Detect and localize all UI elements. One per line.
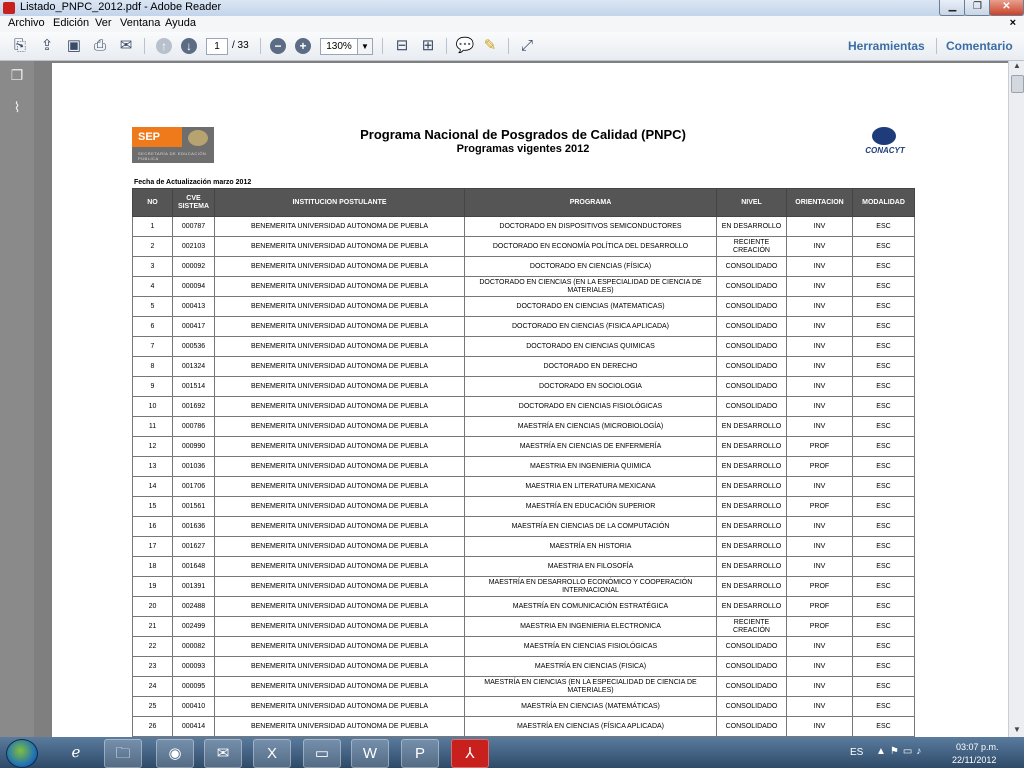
- cell-cve: 001648: [173, 557, 215, 577]
- outlook-icon[interactable]: ✉: [204, 739, 242, 768]
- cell-no: 18: [133, 557, 173, 577]
- cell-no: 26: [133, 717, 173, 737]
- cell-orientation: INV: [787, 697, 853, 717]
- close-window-button[interactable]: ✕: [989, 0, 1024, 16]
- cell-program: MAESTRÍA EN EDUCACIÓN SUPERIOR: [465, 497, 717, 517]
- cell-modality: ESC: [853, 557, 915, 577]
- header-program: PROGRAMA: [465, 189, 717, 217]
- cell-modality: ESC: [853, 677, 915, 697]
- scroll-up-icon[interactable]: ▲: [1013, 61, 1021, 70]
- cell-program: DOCTORADO EN CIENCIAS (FÍSICA): [465, 257, 717, 277]
- table-row: [133, 697, 915, 717]
- print-icon[interactable]: ⎙: [93, 37, 106, 54]
- cell-level: EN DESARROLLO: [717, 537, 787, 557]
- cell-institution: BENEMERITA UNIVERSIDAD AUTONOMA DE PUEBLA: [215, 397, 465, 417]
- cell-institution: BENEMERITA UNIVERSIDAD AUTONOMA DE PUEBLA: [215, 557, 465, 577]
- cell-no: 2: [133, 237, 173, 257]
- scroll-thumb[interactable]: [1011, 75, 1024, 93]
- email-icon[interactable]: ✉: [119, 37, 133, 54]
- page-thumbnails-icon[interactable]: ❐: [10, 67, 24, 83]
- create-pdf-icon[interactable]: ⎘: [13, 37, 26, 54]
- cell-program: MAESTRIA EN LITERATURA MEXICANA: [465, 477, 717, 497]
- cell-modality: ESC: [853, 377, 915, 397]
- navigation-pane: [0, 61, 34, 737]
- pdf-page: [52, 63, 1008, 737]
- cell-program: MAESTRÍA EN CIENCIAS (MICROBIOLOGÍA): [465, 417, 717, 437]
- cell-orientation: INV: [787, 337, 853, 357]
- cell-orientation: INV: [787, 357, 853, 377]
- cell-cve: 000092: [173, 257, 215, 277]
- cell-no: 3: [133, 257, 173, 277]
- cell-cve: 000095: [173, 677, 215, 697]
- document-title: Programa Nacional de Posgrados de Calidad (PNPC): [360, 127, 686, 142]
- cell-orientation: INV: [787, 477, 853, 497]
- cell-cve: 000536: [173, 337, 215, 357]
- cell-modality: ESC: [853, 317, 915, 337]
- cell-modality: ESC: [853, 517, 915, 537]
- cell-level: RECIENTE CREACIÓN: [717, 617, 787, 637]
- cell-cve: 001627: [173, 537, 215, 557]
- programs-table: [132, 188, 915, 737]
- windows-taskbar: [0, 737, 1024, 768]
- cell-orientation: INV: [787, 517, 853, 537]
- cell-modality: ESC: [853, 597, 915, 617]
- cell-cve: 001692: [173, 397, 215, 417]
- update-date: Fecha de Actualización marzo 2012: [134, 179, 252, 186]
- comment-note-icon[interactable]: 💬: [455, 37, 475, 54]
- table-row: [133, 497, 915, 517]
- cell-orientation: INV: [787, 297, 853, 317]
- cell-institution: BENEMERITA UNIVERSIDAD AUTONOMA DE PUEBLA: [215, 577, 465, 597]
- save-icon[interactable]: ▣: [66, 37, 82, 54]
- cell-no: 1: [133, 217, 173, 237]
- table-row: [133, 217, 915, 237]
- maximize-button[interactable]: ❐: [964, 0, 991, 16]
- cell-cve: 001514: [173, 377, 215, 397]
- file-explorer-icon[interactable]: 🗀: [104, 739, 142, 768]
- cell-modality: ESC: [853, 657, 915, 677]
- cell-cve: 002499: [173, 617, 215, 637]
- cell-level: EN DESARROLLO: [717, 477, 787, 497]
- cell-no: 21: [133, 617, 173, 637]
- cell-program: DOCTORADO EN CIENCIAS FISIOLÓGICAS: [465, 397, 717, 417]
- header-institution: INSTITUCION POSTULANTE: [215, 189, 465, 217]
- cell-cve: 001036: [173, 457, 215, 477]
- scroll-down-icon[interactable]: ▼: [1013, 725, 1021, 734]
- cell-level: CONSOLIDADO: [717, 697, 787, 717]
- table-row: [133, 277, 915, 297]
- cell-level: CONSOLIDADO: [717, 317, 787, 337]
- fit-page-icon[interactable]: ⊟: [395, 37, 409, 54]
- cell-level: EN DESARROLLO: [717, 457, 787, 477]
- header-modality: MODALIDAD: [853, 189, 915, 217]
- cell-program: DOCTORADO EN CIENCIAS (MATEMATICAS): [465, 297, 717, 317]
- cell-institution: BENEMERITA UNIVERSIDAD AUTONOMA DE PUEBLA: [215, 517, 465, 537]
- cell-level: EN DESARROLLO: [717, 217, 787, 237]
- cell-no: 4: [133, 277, 173, 297]
- document-viewport[interactable]: [34, 61, 1008, 737]
- cell-orientation: PROF: [787, 577, 853, 597]
- cell-level: CONSOLIDADO: [717, 657, 787, 677]
- cell-no: 24: [133, 677, 173, 697]
- vertical-scrollbar[interactable]: [1008, 61, 1024, 737]
- cell-cve: 001636: [173, 517, 215, 537]
- cell-orientation: INV: [787, 537, 853, 557]
- cell-no: 23: [133, 657, 173, 677]
- cell-modality: ESC: [853, 297, 915, 317]
- cell-cve: 000093: [173, 657, 215, 677]
- cell-program: MAESTRÍA EN CIENCIAS (FÍSICA APLICADA): [465, 717, 717, 737]
- cell-no: 22: [133, 637, 173, 657]
- excel-icon[interactable]: X: [253, 739, 291, 768]
- clock-date[interactable]: 22/11/2012: [952, 755, 997, 765]
- cell-level: CONSOLIDADO: [717, 717, 787, 737]
- cell-program: DOCTORADO EN CIENCIAS (EN LA ESPECIALIDAD DE CIENCIA DE MATERIALES): [465, 277, 717, 297]
- cell-program: DOCTORADO EN ECONOMÍA POLÍTICA DEL DESARROLLO: [465, 237, 717, 257]
- zoom-dropdown-icon[interactable]: ▼: [357, 38, 373, 55]
- cell-cve: 002103: [173, 237, 215, 257]
- document-subtitle: Programas vigentes 2012: [456, 143, 590, 155]
- page-number-input[interactable]: 1: [206, 38, 228, 55]
- table-row: [133, 637, 915, 657]
- cell-program: MAESTRÍA EN DESARROLLO ECONÓMICO Y COOPERACIÓN INTERNACIONAL: [465, 577, 717, 597]
- cell-orientation: INV: [787, 277, 853, 297]
- cell-program: DOCTORADO EN CIENCIAS (FISICA APLICADA): [465, 317, 717, 337]
- fit-width-icon[interactable]: ⊞: [421, 37, 435, 54]
- national-seal-icon: [188, 130, 208, 146]
- cell-cve: 000410: [173, 697, 215, 717]
- cell-program: MAESTRÍA EN CIENCIAS DE ENFERMERÍA: [465, 437, 717, 457]
- table-row: [133, 617, 915, 637]
- cell-modality: ESC: [853, 397, 915, 417]
- internet-explorer-icon[interactable]: ℯ: [71, 744, 81, 761]
- cell-institution: BENEMERITA UNIVERSIDAD AUTONOMA DE PUEBLA: [215, 357, 465, 377]
- window-title-bar[interactable]: [0, 0, 1024, 16]
- cell-cve: 000082: [173, 637, 215, 657]
- table-row: [133, 257, 915, 277]
- cell-no: 25: [133, 697, 173, 717]
- toolbar-separator: [382, 38, 383, 54]
- table-row: [133, 537, 915, 557]
- cell-orientation: INV: [787, 657, 853, 677]
- cell-modality: ESC: [853, 257, 915, 277]
- zoom-in-icon[interactable]: +: [295, 38, 311, 54]
- table-row: [133, 337, 915, 357]
- cell-modality: ESC: [853, 477, 915, 497]
- cell-no: 14: [133, 477, 173, 497]
- cell-level: EN DESARROLLO: [717, 497, 787, 517]
- page-total: / 33: [232, 40, 249, 51]
- cell-level: CONSOLIDADO: [717, 257, 787, 277]
- cell-institution: BENEMERITA UNIVERSIDAD AUTONOMA DE PUEBLA: [215, 377, 465, 397]
- cell-institution: BENEMERITA UNIVERSIDAD AUTONOMA DE PUEBLA: [215, 317, 465, 337]
- cell-level: RECIENTE CREACIÓN: [717, 237, 787, 257]
- cell-cve: 000990: [173, 437, 215, 457]
- minimize-button[interactable]: ▁: [939, 0, 966, 16]
- tools-button[interactable]: Herramientas: [848, 39, 925, 53]
- cell-cve: 001324: [173, 357, 215, 377]
- cell-no: 5: [133, 297, 173, 317]
- open-file-icon[interactable]: ⇪: [40, 37, 54, 54]
- cell-program: MAESTRÍA EN CIENCIAS (MATEMÁTICAS): [465, 697, 717, 717]
- cell-institution: BENEMERITA UNIVERSIDAD AUTONOMA DE PUEBLA: [215, 417, 465, 437]
- cell-cve: 001706: [173, 477, 215, 497]
- cell-no: 12: [133, 437, 173, 457]
- cell-institution: BENEMERITA UNIVERSIDAD AUTONOMA DE PUEBLA: [215, 537, 465, 557]
- toolbar-separator: [508, 38, 509, 54]
- table-row: [133, 457, 915, 477]
- cell-modality: ESC: [853, 537, 915, 557]
- cell-modality: ESC: [853, 217, 915, 237]
- zoom-level-field[interactable]: 130%: [320, 38, 358, 55]
- toolbar: [0, 32, 1024, 61]
- cell-no: 17: [133, 537, 173, 557]
- toolbar-separator: [260, 38, 261, 54]
- cell-orientation: INV: [787, 677, 853, 697]
- cell-program: MAESTRÍA EN CIENCIAS DE LA COMPUTACIÓN: [465, 517, 717, 537]
- cell-orientation: INV: [787, 637, 853, 657]
- cell-program: MAESTRÍA EN CIENCIAS FISIOLÓGICAS: [465, 637, 717, 657]
- menu-ver[interactable]: Ver: [95, 17, 112, 29]
- cell-no: 15: [133, 497, 173, 517]
- previous-page-icon[interactable]: ↑: [156, 38, 172, 54]
- cell-program: MAESTRIA EN FILOSOFÍA: [465, 557, 717, 577]
- cell-level: CONSOLIDADO: [717, 677, 787, 697]
- cell-institution: BENEMERITA UNIVERSIDAD AUTONOMA DE PUEBLA: [215, 337, 465, 357]
- cell-institution: BENEMERITA UNIVERSIDAD AUTONOMA DE PUEBLA: [215, 217, 465, 237]
- attachments-icon[interactable]: ⌇: [13, 99, 21, 115]
- adobe-reader-taskbar-icon[interactable]: ⅄: [451, 739, 489, 768]
- cell-no: 20: [133, 597, 173, 617]
- cell-modality: ESC: [853, 437, 915, 457]
- cell-level: CONSOLIDADO: [717, 277, 787, 297]
- cell-no: 10: [133, 397, 173, 417]
- cell-orientation: INV: [787, 317, 853, 337]
- cell-no: 6: [133, 317, 173, 337]
- cell-program: DOCTORADO EN SOCIOLOGIA: [465, 377, 717, 397]
- cell-no: 19: [133, 577, 173, 597]
- cell-institution: BENEMERITA UNIVERSIDAD AUTONOMA DE PUEBLA: [215, 717, 465, 737]
- cell-program: MAESTRÍA EN CIENCIAS (EN LA ESPECIALIDAD DE CIENCIA DE MATERIALES): [465, 677, 717, 697]
- cell-program: MAESTRÍA EN COMUNICACIÓN ESTRATÉGICA: [465, 597, 717, 617]
- cell-level: CONSOLIDADO: [717, 337, 787, 357]
- cell-orientation: PROF: [787, 457, 853, 477]
- cell-orientation: INV: [787, 417, 853, 437]
- cell-level: CONSOLIDADO: [717, 397, 787, 417]
- cell-institution: BENEMERITA UNIVERSIDAD AUTONOMA DE PUEBLA: [215, 697, 465, 717]
- zoom-out-icon[interactable]: −: [270, 38, 286, 54]
- cell-no: 13: [133, 457, 173, 477]
- cell-level: CONSOLIDADO: [717, 297, 787, 317]
- cell-orientation: PROF: [787, 497, 853, 517]
- cell-modality: ESC: [853, 717, 915, 737]
- cell-no: 11: [133, 417, 173, 437]
- cell-no: 16: [133, 517, 173, 537]
- cell-program: MAESTRÍA EN CIENCIAS (FISICA): [465, 657, 717, 677]
- cell-institution: BENEMERITA UNIVERSIDAD AUTONOMA DE PUEBLA: [215, 477, 465, 497]
- language-indicator[interactable]: ES: [850, 747, 864, 758]
- cell-orientation: INV: [787, 257, 853, 277]
- full-screen-icon[interactable]: ⤢: [520, 37, 533, 54]
- cell-institution: BENEMERITA UNIVERSIDAD AUTONOMA DE PUEBLA: [215, 277, 465, 297]
- toolbar-separator: [936, 38, 937, 54]
- table-row: [133, 297, 915, 317]
- cell-institution: BENEMERITA UNIVERSIDAD AUTONOMA DE PUEBLA: [215, 617, 465, 637]
- cell-orientation: PROF: [787, 597, 853, 617]
- table-row: [133, 417, 915, 437]
- cell-institution: BENEMERITA UNIVERSIDAD AUTONOMA DE PUEBLA: [215, 457, 465, 477]
- media-icon[interactable]: ▭: [303, 739, 341, 768]
- table-row: [133, 597, 915, 617]
- cell-cve: 001391: [173, 577, 215, 597]
- table-row: [133, 377, 915, 397]
- cell-cve: 000094: [173, 277, 215, 297]
- cell-no: 8: [133, 357, 173, 377]
- powerpoint-icon[interactable]: P: [401, 739, 439, 768]
- conacyt-globe-icon: [872, 127, 896, 145]
- cell-program: MAESTRIA EN INGENIERIA ELECTRONICA: [465, 617, 717, 637]
- cell-modality: ESC: [853, 637, 915, 657]
- cell-modality: ESC: [853, 417, 915, 437]
- cell-cve: 000786: [173, 417, 215, 437]
- cell-modality: ESC: [853, 337, 915, 357]
- cell-program: MAESTRIA EN INGENIERIA QUIMICA: [465, 457, 717, 477]
- cell-level: CONSOLIDADO: [717, 637, 787, 657]
- cell-program: DOCTORADO EN DERECHO: [465, 357, 717, 377]
- cell-level: CONSOLIDADO: [717, 377, 787, 397]
- table-row: [133, 237, 915, 257]
- next-page-icon[interactable]: ↓: [181, 38, 197, 54]
- cell-institution: BENEMERITA UNIVERSIDAD AUTONOMA DE PUEBLA: [215, 657, 465, 677]
- header-orientation: ORIENTACION: [787, 189, 853, 217]
- cell-institution: BENEMERITA UNIVERSIDAD AUTONOMA DE PUEBLA: [215, 637, 465, 657]
- header-cve: CVE SISTEMA: [173, 189, 215, 217]
- table-row: [133, 577, 915, 597]
- cell-orientation: INV: [787, 717, 853, 737]
- cell-orientation: PROF: [787, 617, 853, 637]
- highlight-text-icon[interactable]: ✎: [483, 37, 497, 54]
- system-tray-icons[interactable]: ▲⚑▭♪: [876, 746, 926, 757]
- table-header-row: [133, 189, 915, 217]
- table-row: [133, 357, 915, 377]
- close-document-icon[interactable]: ×: [1009, 17, 1016, 29]
- cell-level: CONSOLIDADO: [717, 357, 787, 377]
- menu-archivo[interactable]: Archivo: [8, 17, 45, 29]
- cell-modality: ESC: [853, 697, 915, 717]
- cell-institution: BENEMERITA UNIVERSIDAD AUTONOMA DE PUEBLA: [215, 597, 465, 617]
- table-row: [133, 717, 915, 737]
- cell-level: EN DESARROLLO: [717, 437, 787, 457]
- cell-modality: ESC: [853, 617, 915, 637]
- header-no: NO: [133, 189, 173, 217]
- table-row: [133, 437, 915, 457]
- cell-modality: ESC: [853, 237, 915, 257]
- cell-modality: ESC: [853, 497, 915, 517]
- cell-orientation: INV: [787, 397, 853, 417]
- cell-orientation: INV: [787, 217, 853, 237]
- cell-institution: BENEMERITA UNIVERSIDAD AUTONOMA DE PUEBLA: [215, 677, 465, 697]
- cell-modality: ESC: [853, 357, 915, 377]
- cell-cve: 002488: [173, 597, 215, 617]
- cell-program: MAESTRÍA EN HISTORIA: [465, 537, 717, 557]
- cell-institution: BENEMERITA UNIVERSIDAD AUTONOMA DE PUEBLA: [215, 437, 465, 457]
- cell-cve: 001561: [173, 497, 215, 517]
- toolbar-separator: [446, 38, 447, 54]
- cell-cve: 000414: [173, 717, 215, 737]
- header-level: NIVEL: [717, 189, 787, 217]
- cell-cve: 000413: [173, 297, 215, 317]
- start-button[interactable]: [6, 739, 38, 768]
- cell-level: EN DESARROLLO: [717, 577, 787, 597]
- cell-level: EN DESARROLLO: [717, 597, 787, 617]
- table-row: [133, 397, 915, 417]
- menu-ventana[interactable]: Ventana: [120, 17, 161, 29]
- cell-program: DOCTORADO EN CIENCIAS QUIMICAS: [465, 337, 717, 357]
- cell-modality: ESC: [853, 277, 915, 297]
- adobe-reader-icon: [3, 2, 15, 14]
- cell-level: EN DESARROLLO: [717, 557, 787, 577]
- cell-institution: BENEMERITA UNIVERSIDAD AUTONOMA DE PUEBLA: [215, 237, 465, 257]
- menu-ayuda[interactable]: Ayuda: [165, 17, 196, 29]
- table-row: [133, 317, 915, 337]
- cell-orientation: INV: [787, 377, 853, 397]
- cell-orientation: INV: [787, 557, 853, 577]
- menu-bar: [0, 16, 1024, 33]
- cell-orientation: INV: [787, 237, 853, 257]
- comment-button[interactable]: Comentario: [946, 39, 1013, 53]
- cell-level: EN DESARROLLO: [717, 417, 787, 437]
- cell-program: DOCTORADO EN DISPOSITIVOS SEMICONDUCTORES: [465, 217, 717, 237]
- table-row: [133, 477, 915, 497]
- window-title: Listado_PNPC_2012.pdf - Adobe Reader: [20, 1, 222, 13]
- cell-modality: ESC: [853, 577, 915, 597]
- cell-institution: BENEMERITA UNIVERSIDAD AUTONOMA DE PUEBLA: [215, 497, 465, 517]
- table-row: [133, 517, 915, 537]
- cell-no: 9: [133, 377, 173, 397]
- sep-logo: SEP SECRETARÍA DE EDUCACIÓN PÚBLICA: [132, 127, 214, 163]
- cell-cve: 000417: [173, 317, 215, 337]
- clock-time[interactable]: 03:07 p.m.: [956, 742, 999, 752]
- conacyt-logo: CONACYT: [852, 127, 918, 163]
- menu-edicion[interactable]: Edición: [53, 17, 90, 29]
- cell-orientation: PROF: [787, 437, 853, 457]
- chrome-icon[interactable]: ◉: [156, 739, 194, 768]
- cell-level: EN DESARROLLO: [717, 517, 787, 537]
- toolbar-separator: [144, 38, 145, 54]
- cell-cve: 000787: [173, 217, 215, 237]
- word-icon[interactable]: W: [351, 739, 389, 768]
- cell-institution: BENEMERITA UNIVERSIDAD AUTONOMA DE PUEBLA: [215, 257, 465, 277]
- cell-modality: ESC: [853, 457, 915, 477]
- cell-no: 7: [133, 337, 173, 357]
- cell-institution: BENEMERITA UNIVERSIDAD AUTONOMA DE PUEBLA: [215, 297, 465, 317]
- table-row: [133, 657, 915, 677]
- table-row: [133, 557, 915, 577]
- table-row: [133, 677, 915, 697]
